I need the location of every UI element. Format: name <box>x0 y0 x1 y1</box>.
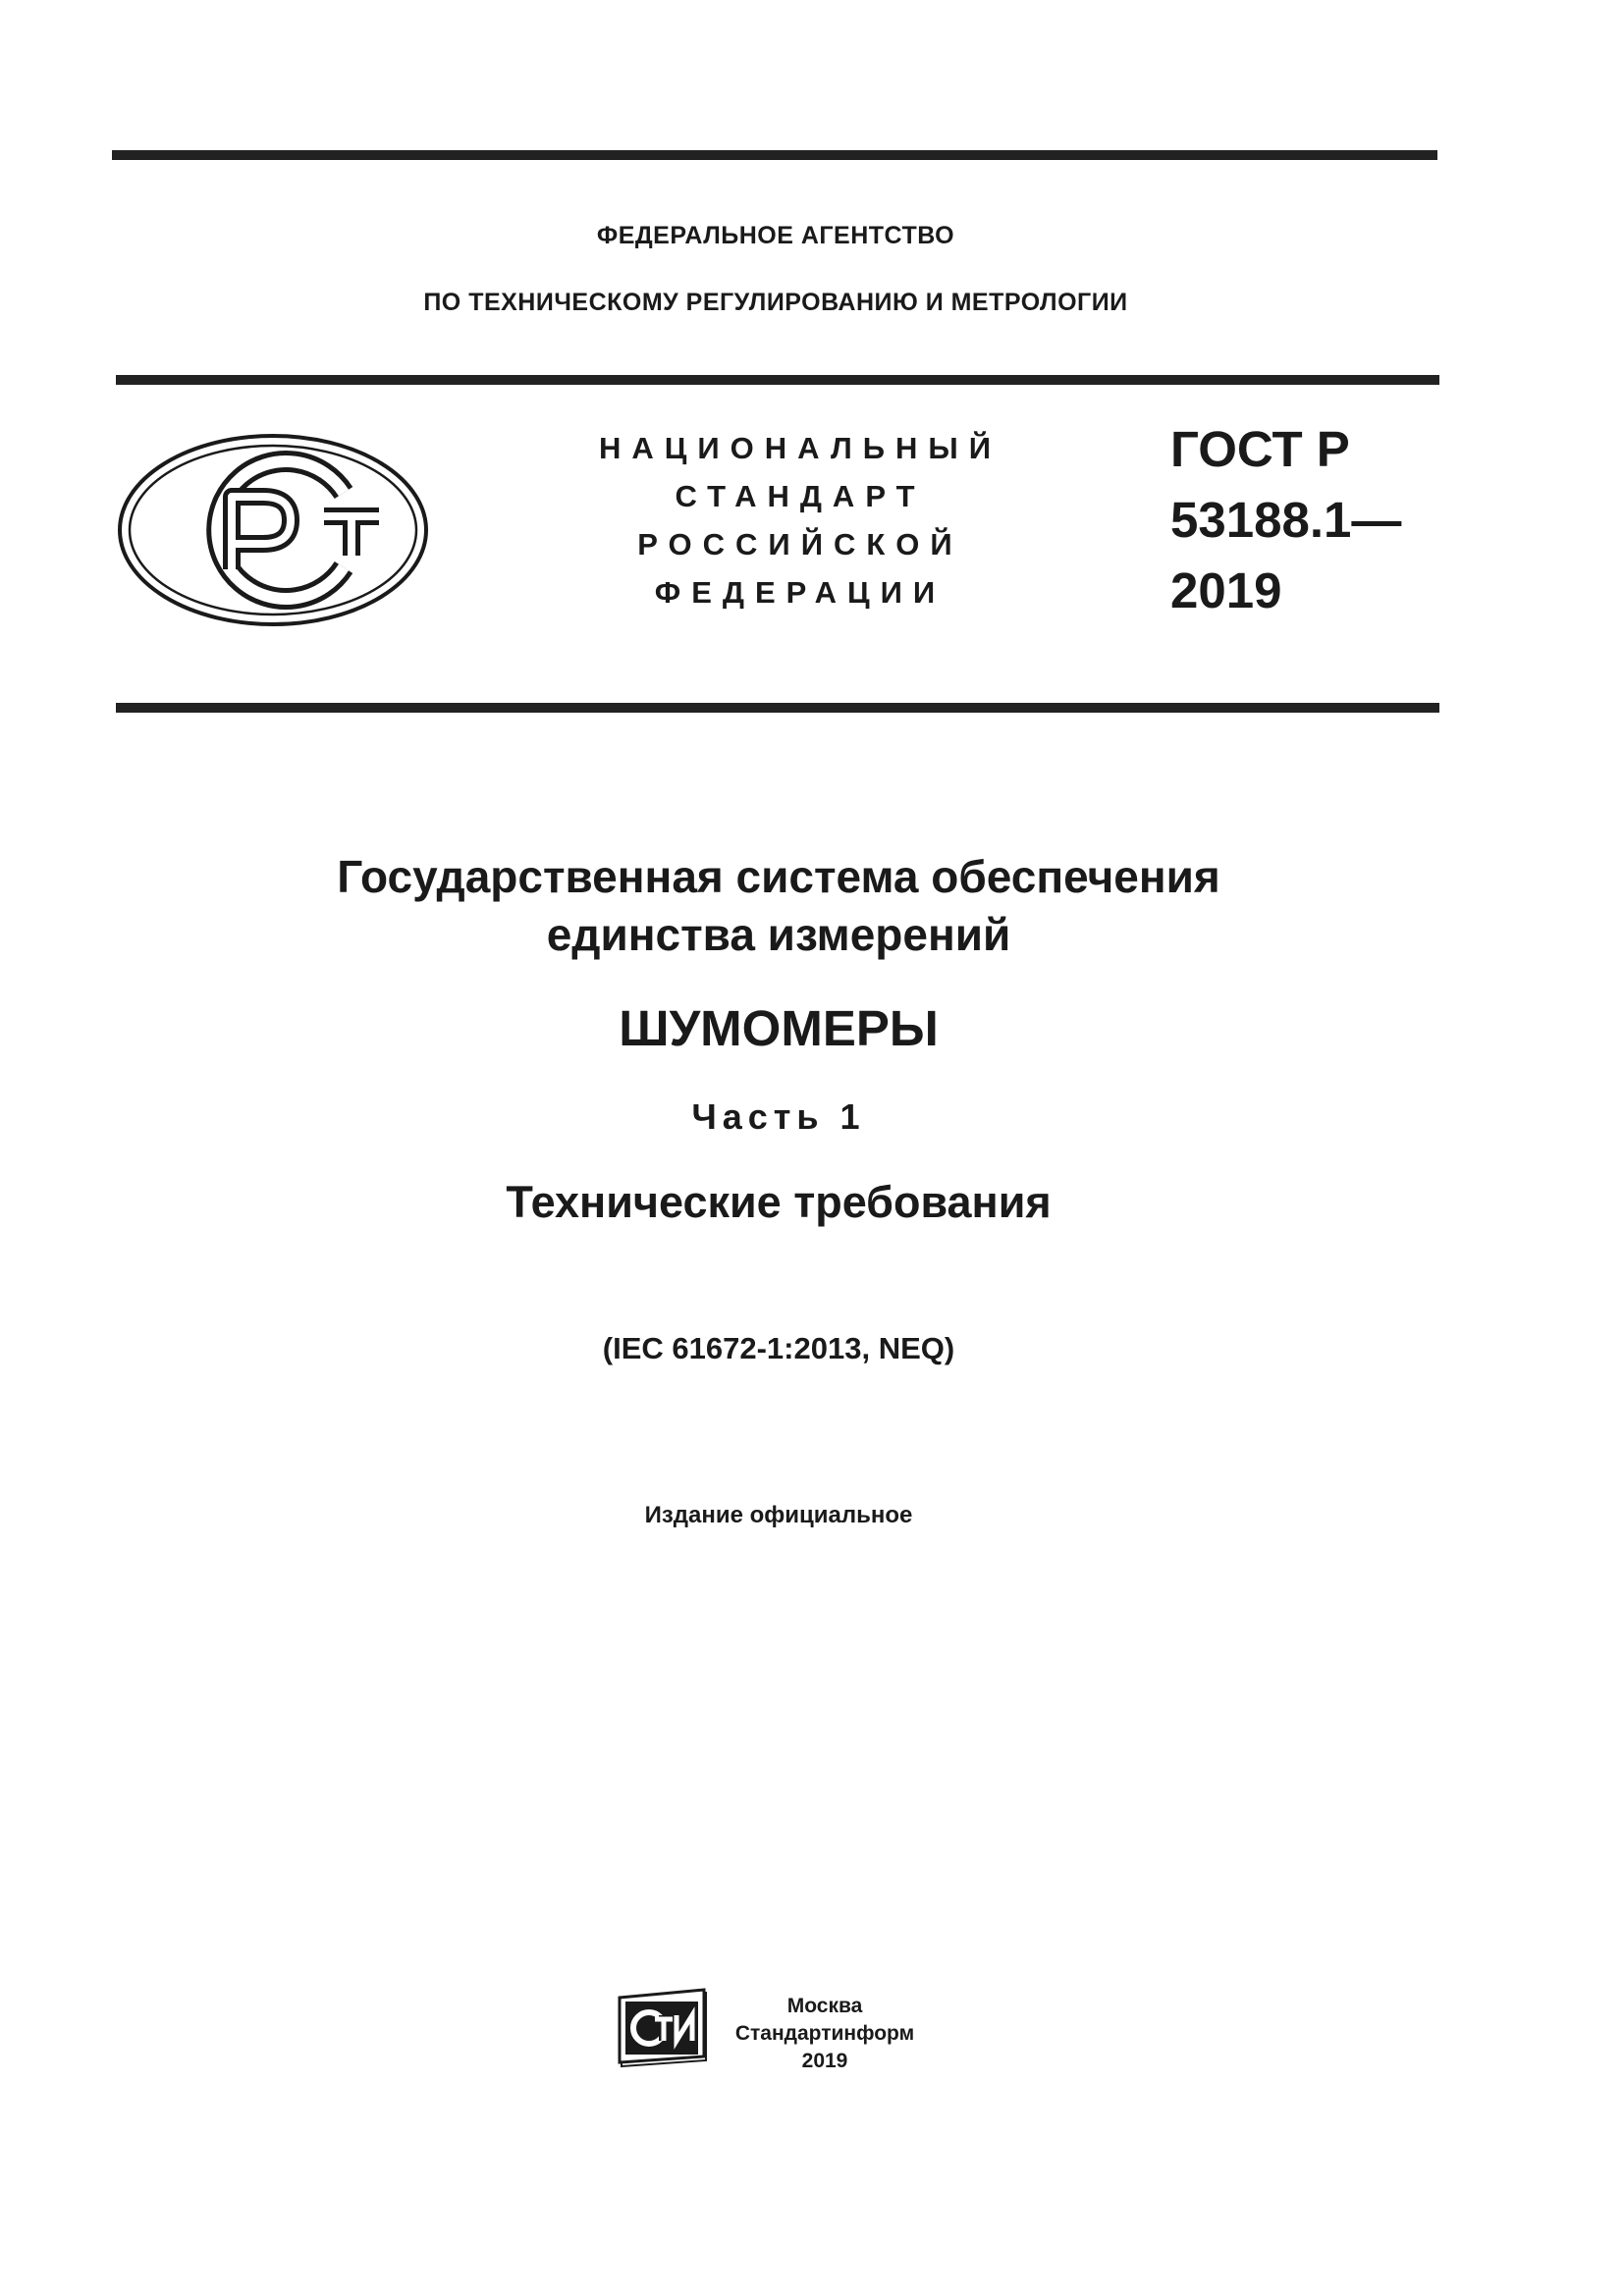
agency-name-line-1: ФЕДЕРАЛЬНОЕ АГЕНТСТВО <box>596 222 955 249</box>
document-series-title-line-2: единства измерений <box>546 909 1011 960</box>
agency-name-line-2: ПО ТЕХНИЧЕСКОМУ РЕГУЛИРОВАНИЮ И МЕТРОЛОГИИ <box>423 289 1128 316</box>
edition-note: Издание официальное <box>644 1502 913 1528</box>
top-rule <box>112 150 1437 160</box>
standartinform-logo-icon <box>616 1984 710 2068</box>
national-standard-label <box>560 424 1041 616</box>
national-standard-line: НАЦИОНАЛЬНЫЙ <box>598 431 1002 465</box>
document-part-label: Часть 1 <box>691 1096 866 1137</box>
publisher-city: Москва <box>786 1995 863 2017</box>
standard-number <box>1170 414 1401 626</box>
publisher-year: 2019 <box>801 2050 848 2072</box>
gost-r-logo-icon <box>116 432 430 628</box>
national-standard-line: РОССИЙСКОЙ <box>637 527 963 561</box>
document-series-title-line-1: Государственная система обеспечения <box>337 851 1220 902</box>
title-divider-rule <box>116 703 1439 713</box>
standard-number-prefix: ГОСТ Р <box>1170 421 1350 477</box>
national-standard-line: СТАНДАРТ <box>675 479 926 513</box>
document-main-title: ШУМОМЕРЫ <box>619 1000 939 1056</box>
standard-number-year: 2019 <box>1170 562 1282 618</box>
document-subtitle: Технические требования <box>506 1177 1052 1227</box>
publisher-block <box>727 1993 923 2075</box>
publisher-name: Стандартинформ <box>734 2022 915 2045</box>
standard-number-code: 53188.1— <box>1170 492 1402 548</box>
national-standard-line: ФЕДЕРАЦИИ <box>654 575 947 610</box>
header-divider-rule <box>116 375 1439 385</box>
iec-reference: (IEC 61672-1:2013, NEQ) <box>602 1331 955 1365</box>
